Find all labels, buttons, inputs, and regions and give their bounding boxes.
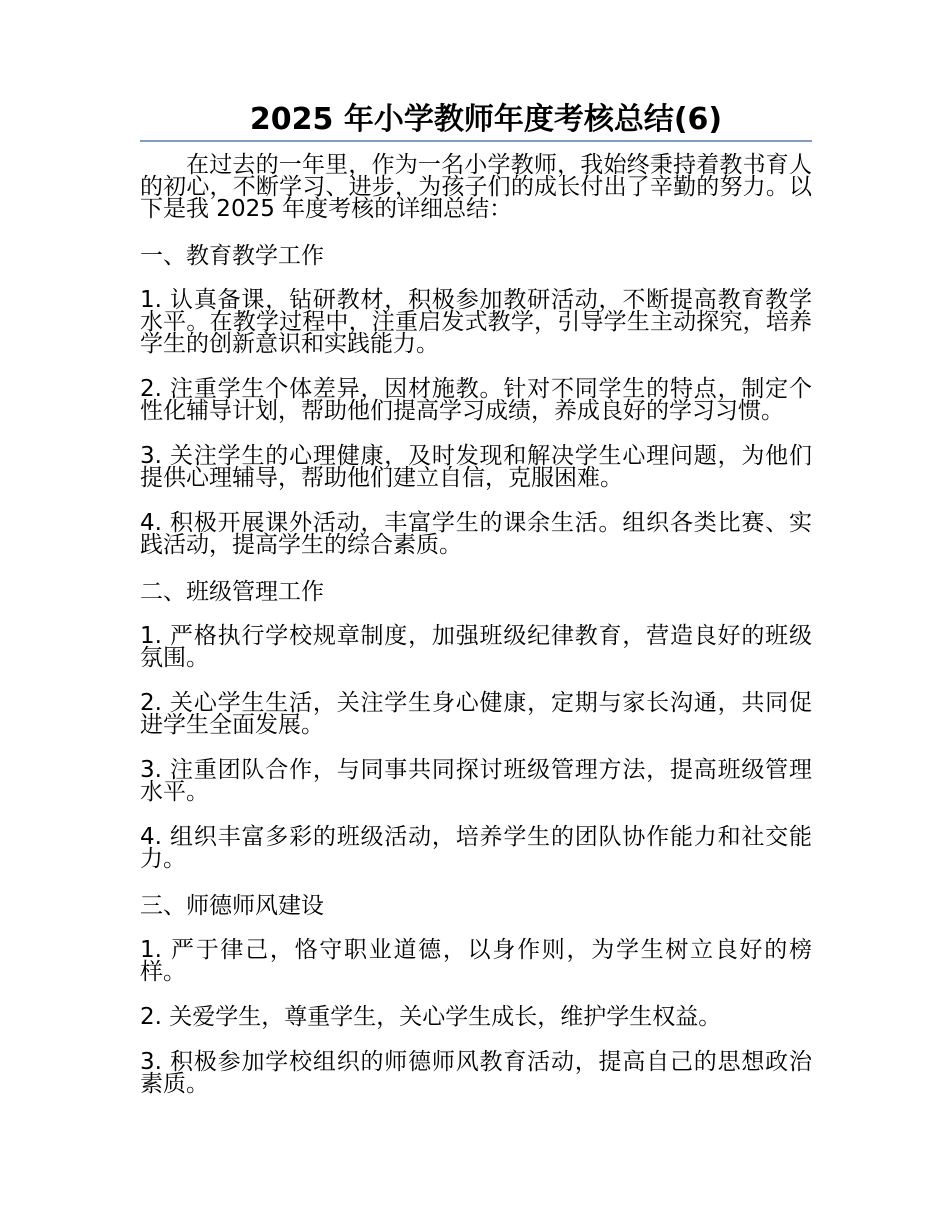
title-underline [140,140,812,142]
list-item: 2. 关心学生生活，关注学生身心健康，定期与家长沟通，共同促进学生全面发展。 [140,690,812,738]
section-heading: 一、教育教学工作 [140,243,324,269]
document-title: 2025 年小学教师年度考核总结(6) [249,102,723,137]
list-item: 1. 严于律己，恪守职业道德，以身作则，为学生树立良好的榜样。 [140,937,812,985]
list-item: 4. 积极开展课外活动，丰富学生的课余生活。组织各类比赛、实践活动，提高学生的综合素质。 [140,510,812,558]
intro-paragraph: 在过去的一年里，作为一名小学教师，我始终秉持着教书育人的初心，不断学习、进步，为孩子们的成长付出了辛勤的努力。以下是我 2025 年度考核的详细总结： [140,152,812,222]
section-heading: 二、班级管理工作 [140,579,324,605]
list-item: 1. 严格执行学校规章制度，加强班级纪律教育，营造良好的班级氛围。 [140,623,812,671]
document-page [140,100,812,1118]
section-class-management [140,579,812,870]
list-item: 3. 注重团队合作，与同事共同探讨班级管理方法，提高班级管理水平。 [140,757,812,805]
section-heading: 三、师德师风建设 [140,893,324,919]
list-item: 1. 认真备课，钻研教材，积极参加教研活动，不断提高教育教学水平。在教学过程中，注重启发式教学，引导学生主动探究，培养学生的创新意识和实践能力。 [140,287,812,357]
section-teacher-ethics [140,893,812,1095]
list-item: 2. 注重学生个体差异，因材施教。针对不同学生的特点，制定个性化辅导计划，帮助他们提高学习成绩，养成良好的学习习惯。 [140,376,812,424]
list-item: 3. 积极参加学校组织的师德师风教育活动，提高自己的思想政治素质。 [140,1049,812,1097]
list-item: 4. 组织丰富多彩的班级活动，培养学生的团队协作能力和社交能力。 [140,824,812,872]
list-item: 3. 关注学生的心理健康，及时发现和解决学生心理问题，为他们提供心理辅导，帮助他们建立自信，克服困难。 [140,443,812,491]
section-teaching [140,243,812,556]
list-item: 2. 关爱学生，尊重学生，关心学生成长，维护学生权益。 [140,1004,722,1030]
